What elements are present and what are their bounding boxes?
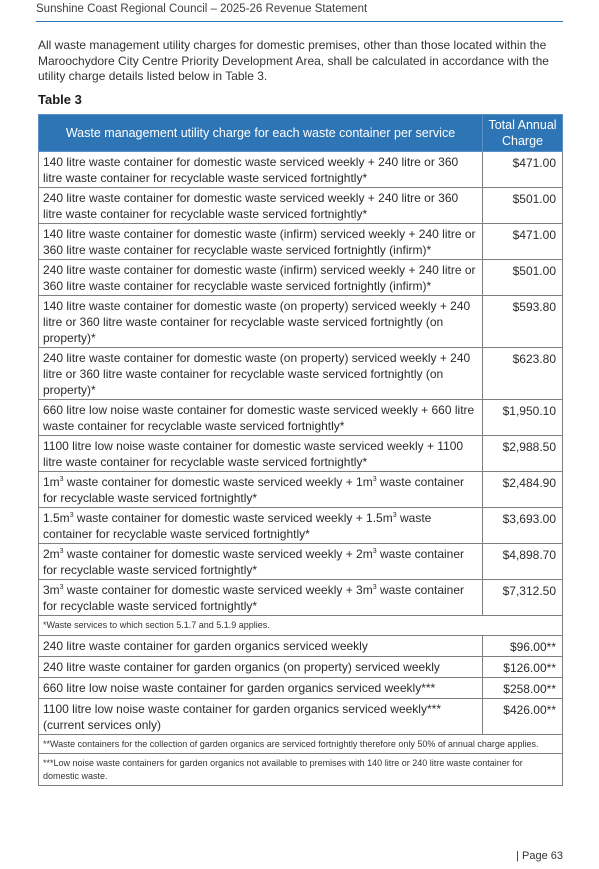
row-description: 240 litre waste container for garden organics (on property) serviced weekly: [39, 656, 483, 677]
row-charge: $258.00**: [483, 677, 563, 698]
row-charge: $7,312.50: [483, 580, 563, 616]
row-charge: $501.00: [483, 260, 563, 296]
row-charge: $471.00: [483, 152, 563, 188]
table-row: [39, 544, 563, 580]
table-row: [39, 152, 563, 188]
row-description: 1100 litre low noise waste container for domestic waste serviced weekly + 1100 litre waste container for recyclable waste serviced fortnightly*: [39, 436, 483, 472]
row-charge: $2,484.90: [483, 472, 563, 508]
row-description: 140 litre waste container for domestic waste (on property) serviced weekly + 240 litre or 360 litre waste container for recyclable waste serviced fortnightly (on property)*: [39, 296, 483, 348]
table-row: [39, 400, 563, 436]
row-description: 140 litre waste container for domestic waste (infirm) serviced weekly + 240 litre or 360 litre waste container for recyclable waste serviced fortnightly (infirm)*: [39, 224, 483, 260]
page-number: | Page 63: [516, 850, 563, 862]
table-row: [39, 580, 563, 616]
table-row: [39, 508, 563, 544]
row-description: 660 litre low noise waste container for domestic waste serviced weekly + 660 litre waste container for recyclable waste serviced fortnightly*: [39, 400, 483, 436]
table-header-row: [39, 115, 563, 152]
table-note-row: [39, 616, 563, 636]
row-charge: $4,898.70: [483, 544, 563, 580]
table-row: [39, 656, 563, 677]
table-row: [39, 188, 563, 224]
row-description: 240 litre waste container for garden organics serviced weekly: [39, 635, 483, 656]
row-description: $1.5m^3$ waste container for domestic waste serviced weekly + $1.5m^3$ waste container for recyclable waste serviced fortnightly*: [39, 508, 483, 544]
table-row: [39, 224, 563, 260]
intro-paragraph: All waste management utility charges for domestic premises, other than those located within the Maroochydore City Centre Priority Development Area, shall be calculated in accordance with the utility charge details listed below in Table 3.: [38, 38, 549, 83]
table-row: [39, 348, 563, 400]
row-charge: $471.00: [483, 224, 563, 260]
table-row: [39, 698, 563, 734]
row-description: 1100 litre low noise waste container for garden organics serviced weekly*** (current services only): [39, 698, 483, 734]
row-charge: $96.00**: [483, 635, 563, 656]
table-row: [39, 635, 563, 656]
row-charge: $593.80: [483, 296, 563, 348]
table-row: [39, 260, 563, 296]
table-row: [39, 677, 563, 698]
row-description: 660 litre low noise waste container for garden organics serviced weekly***: [39, 677, 483, 698]
header-divider: [36, 21, 563, 22]
row-charge: $426.00**: [483, 698, 563, 734]
table-row: [39, 436, 563, 472]
row-description: $2m^3$ waste container for domestic waste serviced weekly + $2m^3$ waste container for recyclable waste serviced fortnightly*: [39, 544, 483, 580]
table-title: Table 3: [38, 92, 82, 107]
table-note-row: [39, 754, 563, 786]
column-header-description: Waste management utility charge for each waste container per service: [39, 115, 483, 152]
table-row: [39, 296, 563, 348]
row-charge: $126.00**: [483, 656, 563, 677]
row-description: 240 litre waste container for domestic waste (infirm) serviced weekly + 240 litre or 360 litre waste container for recyclable waste serviced fortnightly (infirm)*: [39, 260, 483, 296]
row-charge: $1,950.10: [483, 400, 563, 436]
note-single-asterisk: *Waste services to which section 5.1.7 and 5.1.9 applies.: [39, 616, 563, 636]
row-charge: $2,988.50: [483, 436, 563, 472]
row-description: $3m^3$ waste container for domestic waste serviced weekly + $3m^3$ waste container for recyclable waste serviced fortnightly*: [39, 580, 483, 616]
row-description: 240 litre waste container for domestic waste (on property) serviced weekly + 240 litre or 360 litre waste container for recyclable waste serviced fortnightly (on property)*: [39, 348, 483, 400]
note-triple-asterisk: ***Low noise waste containers for garden organics not available to premises with 140 litre or 240 litre waste container for domestic waste.: [39, 754, 563, 786]
document-header-title: Sunshine Coast Regional Council – 2025-26 Revenue Statement: [36, 3, 368, 15]
row-charge: $3,693.00: [483, 508, 563, 544]
row-charge: $623.80: [483, 348, 563, 400]
table-row: [39, 472, 563, 508]
row-charge: $501.00: [483, 188, 563, 224]
row-description: 140 litre waste container for domestic waste serviced weekly + 240 litre or 360 litre waste container for recyclable waste serviced fortnightly*: [39, 152, 483, 188]
note-double-asterisk: **Waste containers for the collection of garden organics are serviced fortnightly therefore only 50% of annual charge applies.: [39, 734, 563, 754]
waste-charges-table: [38, 114, 563, 786]
row-description: $1m^3$ waste container for domestic waste serviced weekly + $1m^3$ waste container for recyclable waste serviced fortnightly*: [39, 472, 483, 508]
table-note-row: [39, 734, 563, 754]
row-description: 240 litre waste container for domestic waste serviced weekly + 240 litre or 360 litre waste container for recyclable waste serviced fortnightly*: [39, 188, 483, 224]
column-header-charge: Total Annual Charge: [483, 115, 563, 152]
